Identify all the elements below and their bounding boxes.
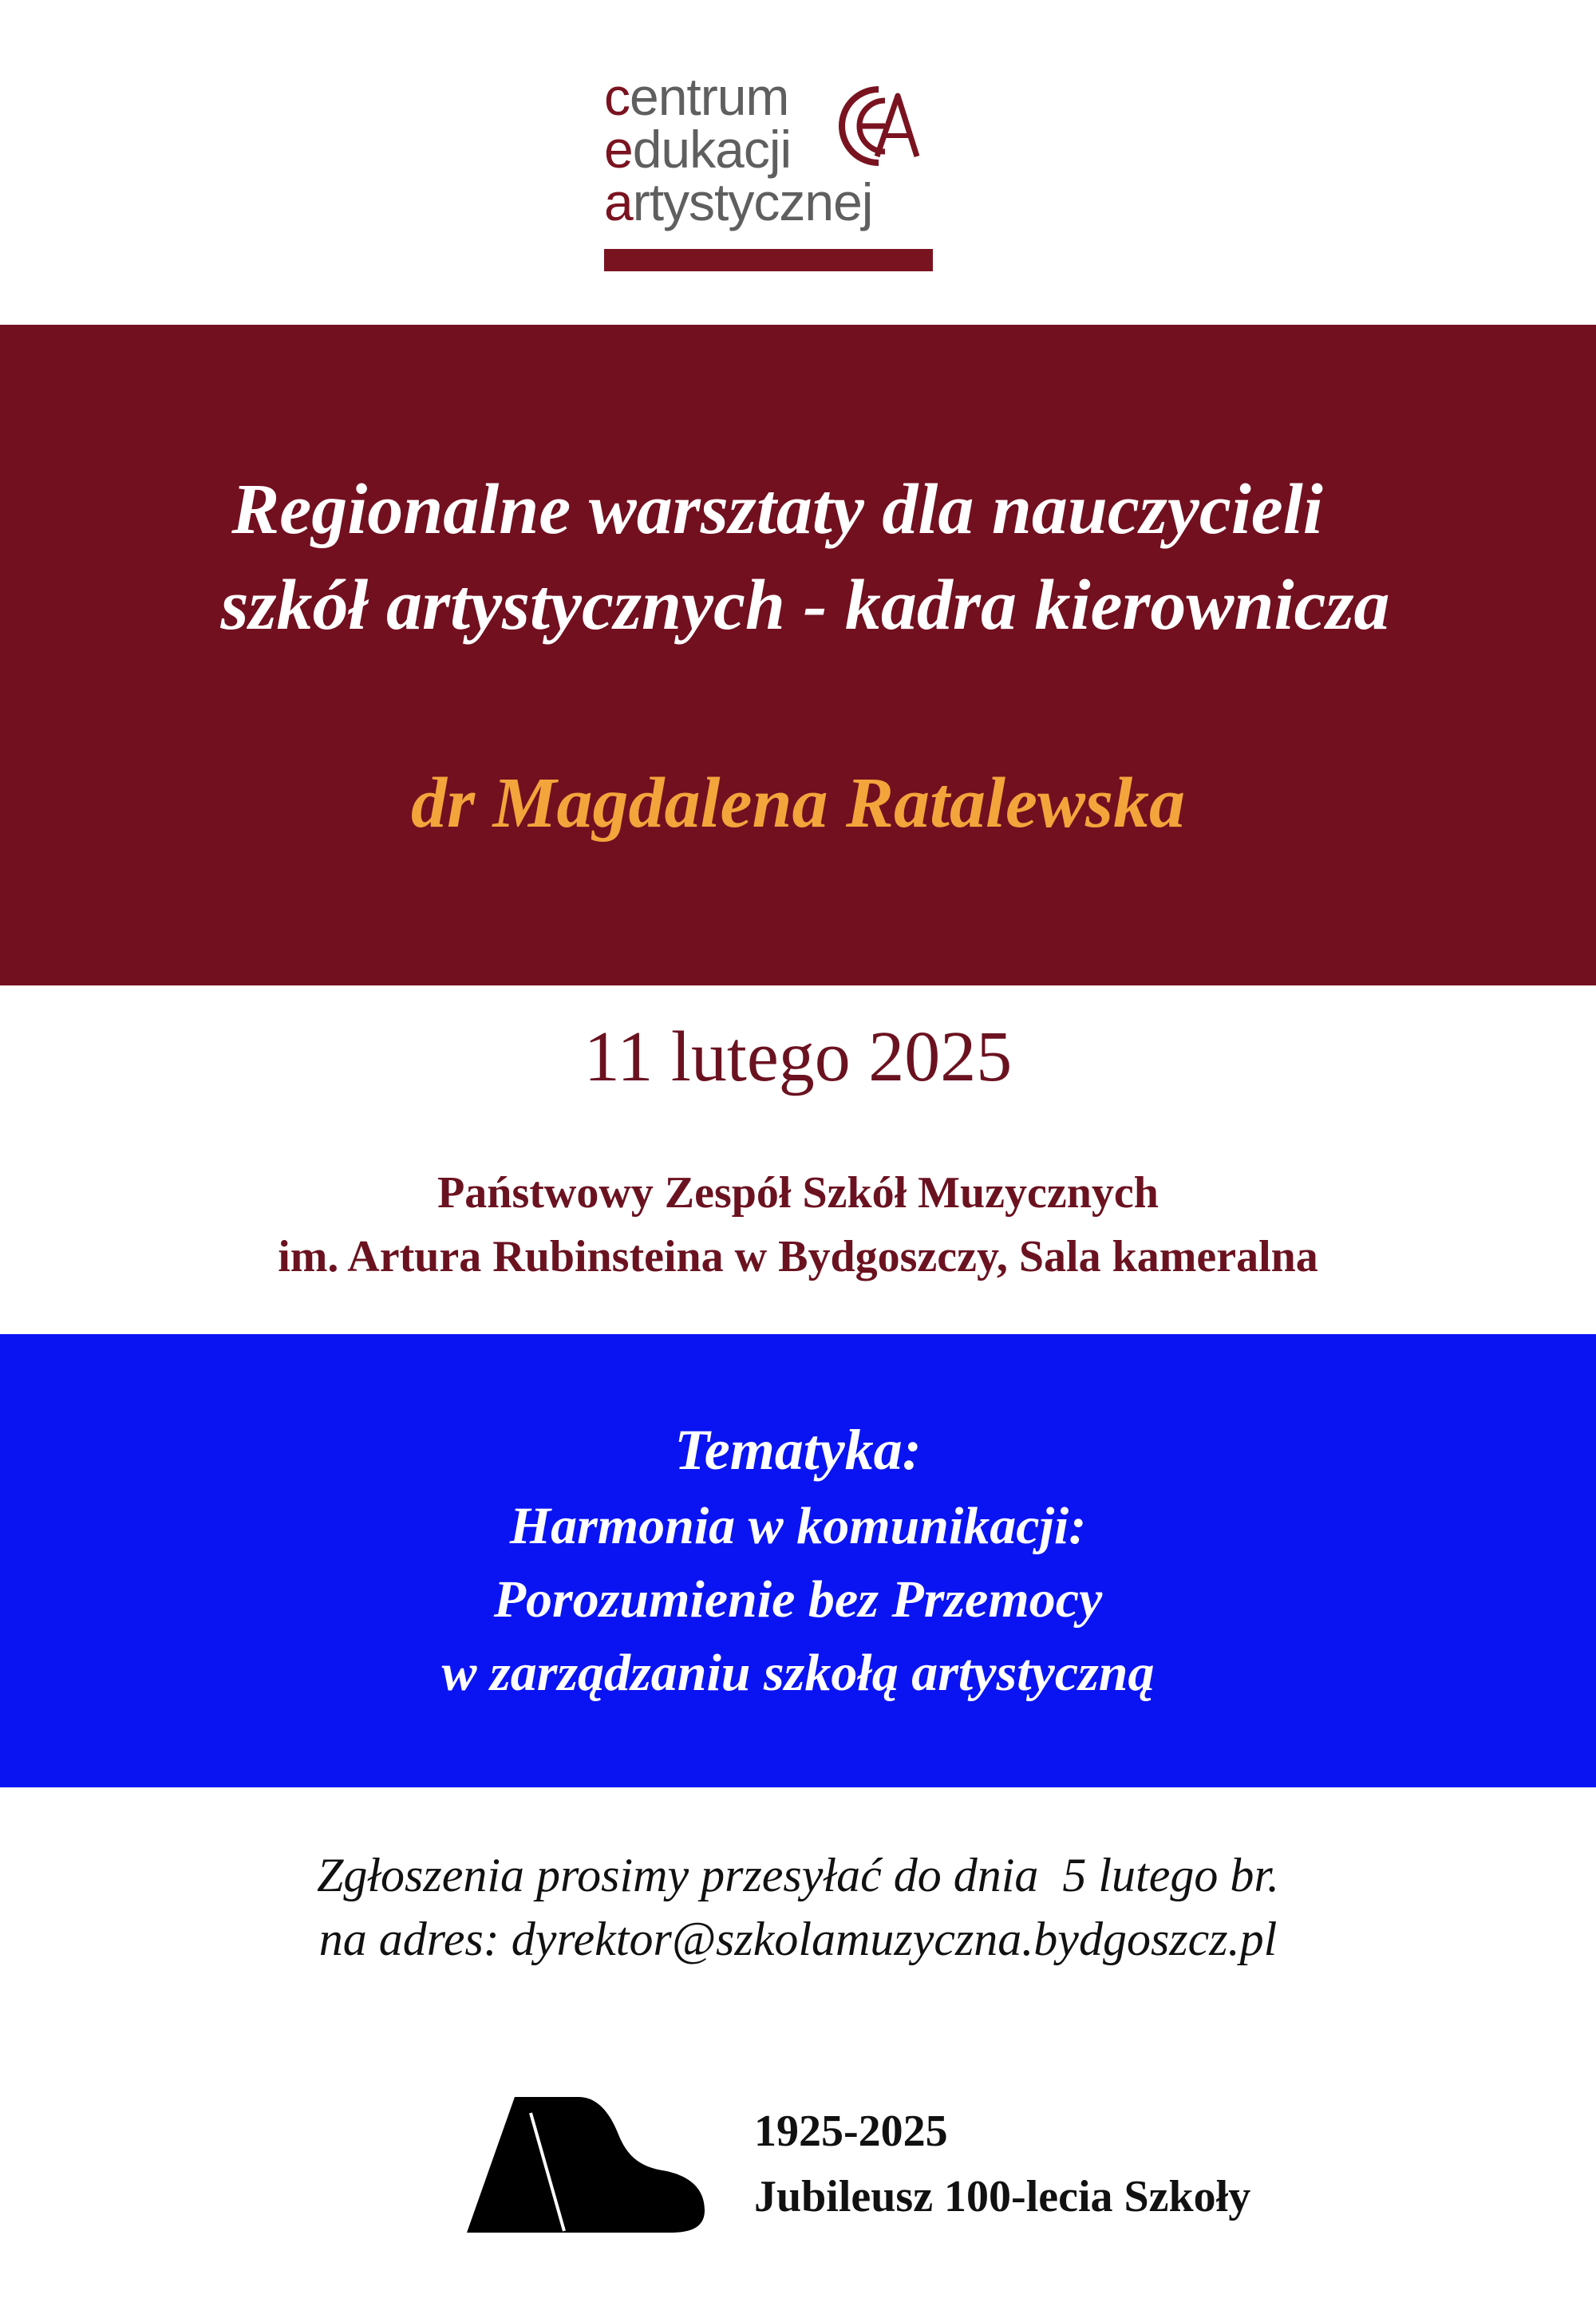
title-line-2: szkół artystycznych - kadra kierownicza (220, 566, 1390, 645)
topics-heading: Tematyka: (674, 1418, 922, 1482)
topic-line-2: Porozumienie bez Przemocy (493, 1570, 1103, 1629)
cea-logo (604, 67, 933, 271)
topics-band (0, 1334, 1596, 1787)
venue-line-2: im. Artura Rubinsteina w Bydgoszczy, Sala kameralna (278, 1232, 1318, 1281)
workshop-title (0, 462, 1596, 654)
cea-monogram-icon (832, 81, 922, 171)
grand-piano-icon (467, 2091, 722, 2234)
registration-line-1: Zgłoszenia prosimy przesyłać do dnia 5 lutego br. (316, 1849, 1280, 1901)
jubilee-label: Jubileusz 100-lecia Szkoły (754, 2172, 1251, 2221)
jubilee-years: 1925-2025 (754, 2107, 948, 2156)
header-band (0, 325, 1596, 985)
event-date: 11 lutego 2025 (583, 1017, 1013, 1096)
speaker-name: dr Magdalena Ratalewska (410, 764, 1186, 843)
topics-block (0, 1410, 1596, 1710)
registration-line-2: na adres: dyrektor@szkolamuzyczna.bydgoszcz.pl (318, 1913, 1278, 1965)
logo-line-centrum: centrum (604, 67, 789, 126)
topic-line-3: w zarządzaniu szkołą artystyczną (441, 1644, 1155, 1702)
logo-line-artystycznej: artystycznej (604, 172, 873, 231)
event-venue (0, 1161, 1596, 1289)
topic-line-1: Harmonia w komunikacji: (509, 1497, 1087, 1555)
registration-info (0, 1843, 1596, 1971)
venue-line-1: Państwowy Zespół Szkół Muzycznych (437, 1168, 1159, 1218)
title-line-1: Regionalne warsztaty dla nauczycieli (231, 470, 1323, 549)
logo-line-edukacji: edukacji (604, 120, 792, 179)
logo-underline-bar (604, 249, 933, 271)
jubilee-text (754, 2099, 1250, 2229)
